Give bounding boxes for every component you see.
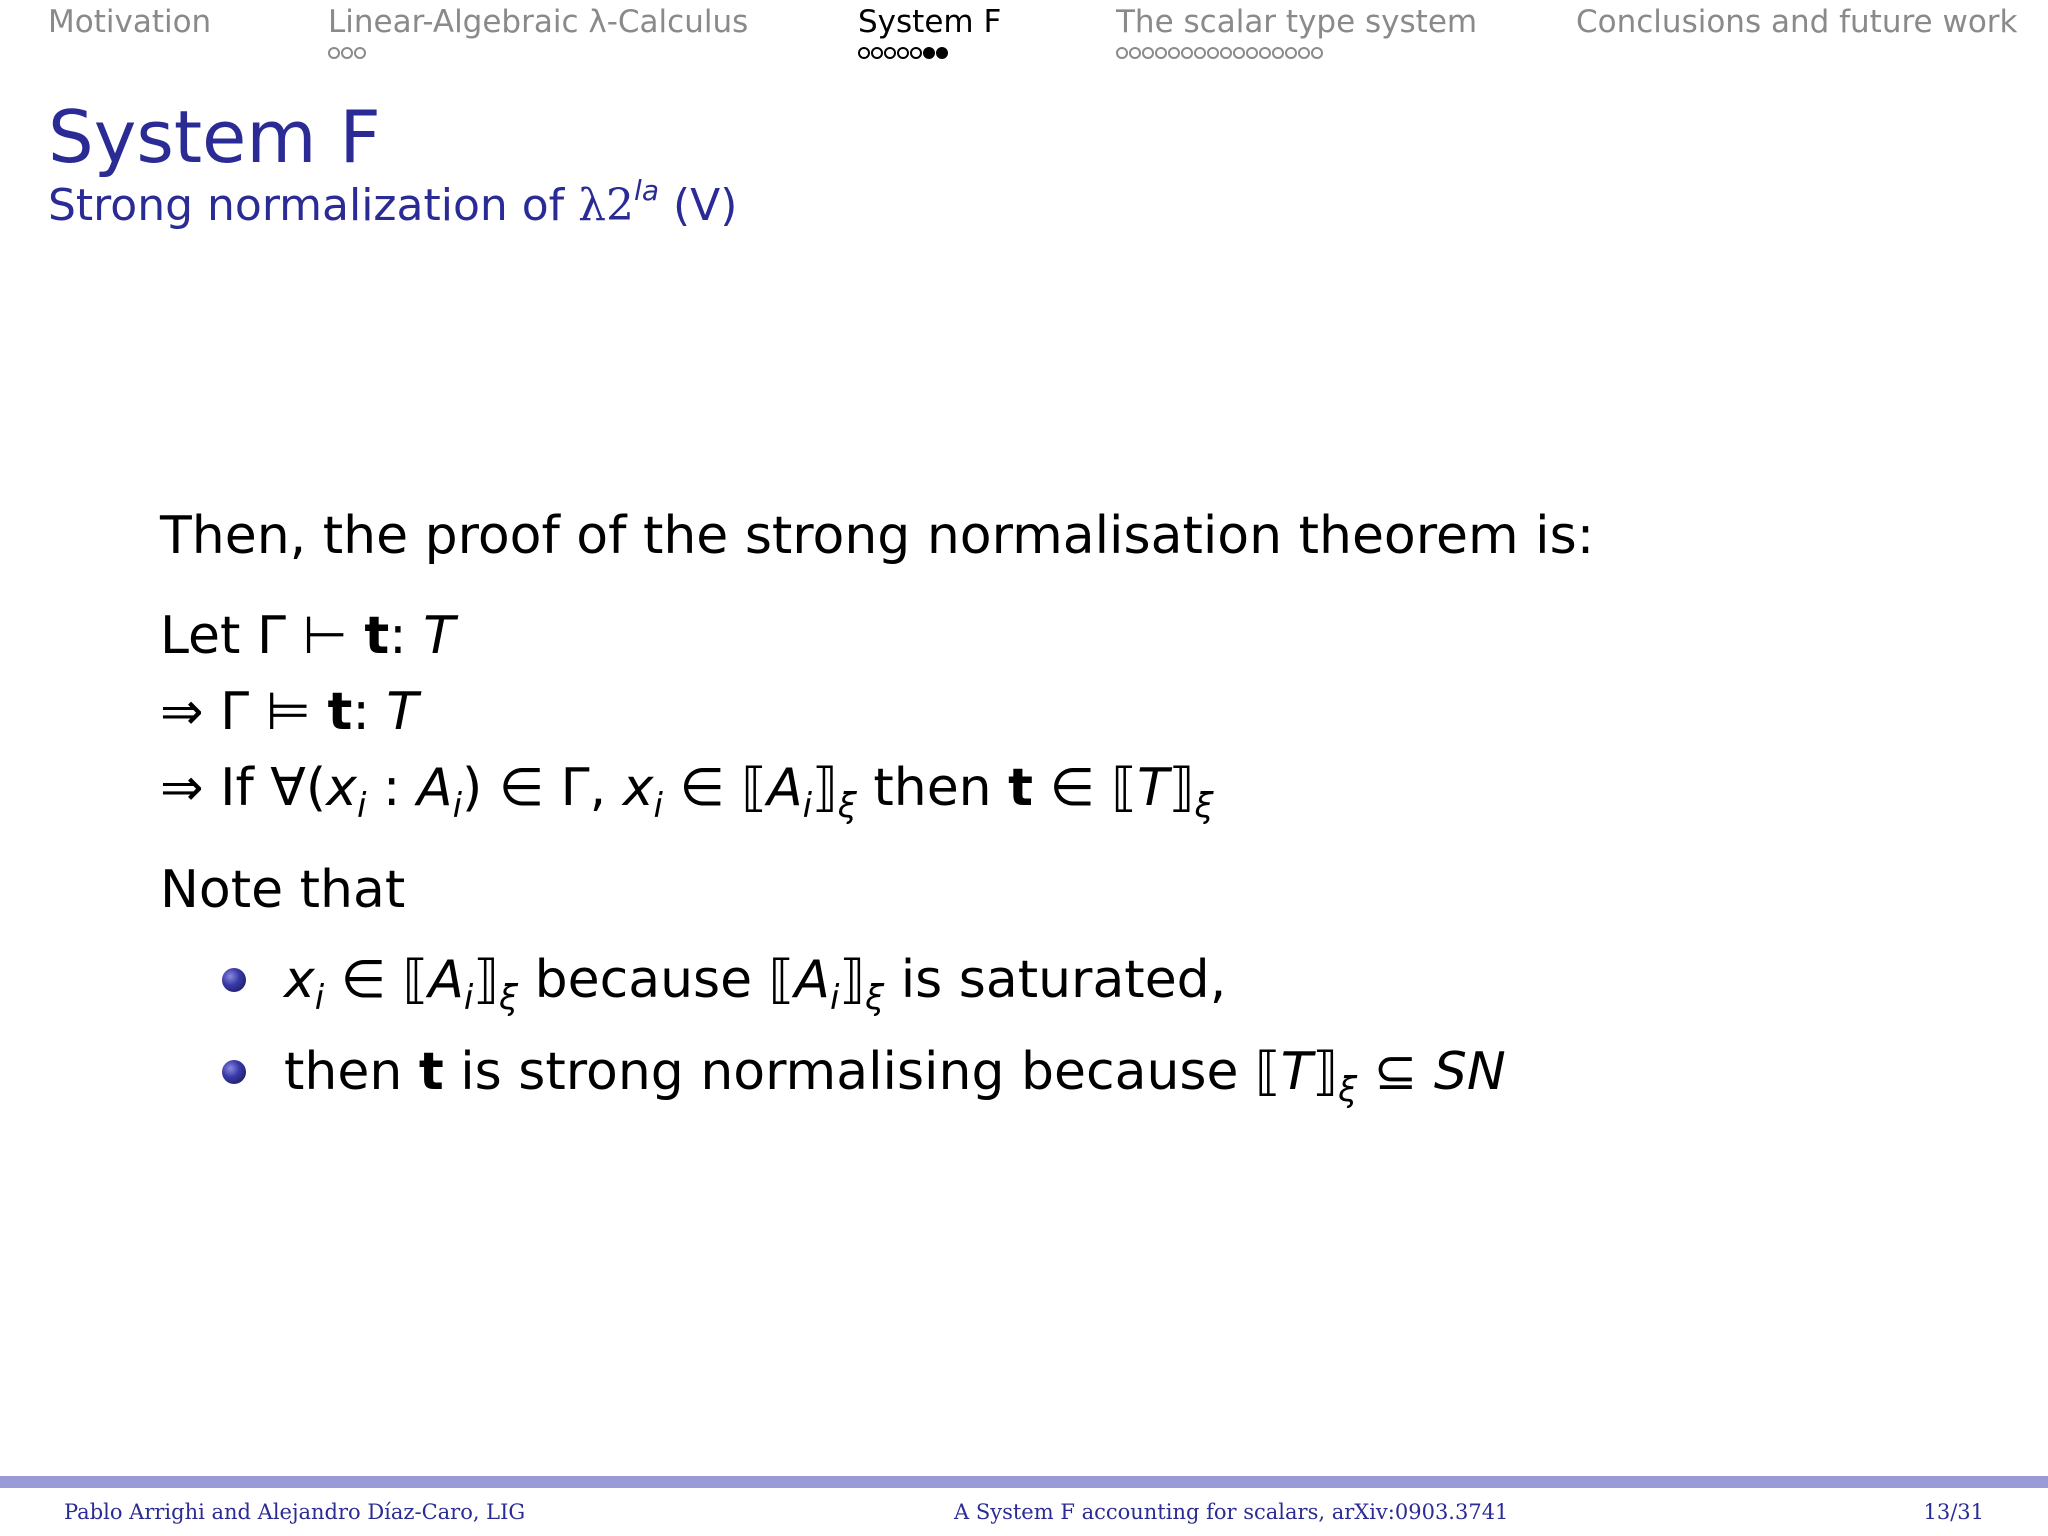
left-semantic-bracket: ⟦: [768, 950, 795, 1010]
proof-intro: Then, the proof of the strong normalisation theorem is:: [160, 506, 1595, 566]
sn-set: SN: [1433, 1042, 1506, 1102]
models-symbol: ⊨: [265, 682, 311, 742]
subtitle-suffix: (V): [658, 180, 738, 231]
nav-dot-icon[interactable]: [1233, 47, 1245, 59]
in-symbol: ∈: [498, 758, 545, 818]
nav-dot-icon[interactable]: [1194, 47, 1206, 59]
because-word: because: [534, 950, 753, 1010]
type-T: T: [423, 606, 455, 666]
nav-dot-icon[interactable]: [871, 47, 883, 59]
subscript-xi: ξ: [865, 978, 885, 1018]
then-word: then: [873, 758, 992, 818]
colon-symbol: :: [389, 606, 407, 666]
subscript-i: i: [463, 978, 474, 1018]
vdash-symbol: ⊢: [302, 606, 348, 666]
right-semantic-bracket: ⟧: [1168, 758, 1195, 818]
frame-title: System F: [48, 95, 381, 179]
colon-symbol: :: [382, 758, 401, 818]
nav-dot-icon[interactable]: [1155, 47, 1167, 59]
term-t: t: [327, 682, 353, 742]
subscript-xi: ξ: [1194, 786, 1214, 826]
left-semantic-bracket: ⟦: [402, 950, 429, 1010]
nav-dot-icon[interactable]: [1285, 47, 1297, 59]
type-A: A: [416, 758, 453, 818]
section-navigation: [0, 0, 2048, 80]
slide-body: [160, 498, 1960, 1118]
nav-section-conclusions[interactable]: [1576, 2, 2018, 42]
nav-dot-icon[interactable]: [1220, 47, 1232, 59]
nav-dots-scalar-type-system: [1116, 44, 1477, 62]
strong-normalising-text: is strong normalising because: [460, 1042, 1239, 1102]
subscript-xi: ξ: [499, 978, 519, 1018]
nav-dot-icon[interactable]: [1129, 47, 1141, 59]
bullet-strong-normalising: [222, 1026, 1960, 1118]
nav-title-scalar-type-system[interactable]: The scalar type system: [1116, 4, 1478, 40]
gamma-symbol: Γ: [560, 758, 590, 818]
nav-section-system-f[interactable]: [858, 2, 1001, 62]
left-semantic-bracket: ⟦: [1111, 758, 1138, 818]
comma: ,: [589, 758, 607, 818]
in-symbol: ∈: [340, 950, 387, 1010]
gamma-symbol: Γ: [220, 682, 250, 742]
nav-title-linear-algebraic[interactable]: Linear-Algebraic λ-Calculus: [328, 4, 749, 40]
nav-dot-icon[interactable]: [910, 47, 922, 59]
type-T: T: [1137, 758, 1169, 818]
subscript-i: i: [802, 786, 813, 826]
left-semantic-bracket: ⟦: [741, 758, 768, 818]
let-word: Let: [160, 606, 241, 666]
right-semantic-bracket: ⟧: [839, 950, 866, 1010]
saturated-text: is saturated,: [900, 950, 1227, 1010]
if-word: If: [220, 758, 254, 818]
var-x: x: [284, 950, 315, 1010]
frame-subtitle: [48, 174, 738, 234]
footer: [0, 1492, 2048, 1532]
nav-dot-icon[interactable]: [1311, 47, 1323, 59]
gamma-symbol: Γ: [256, 606, 286, 666]
nav-dot-icon[interactable]: [1116, 47, 1128, 59]
nav-title-system-f[interactable]: System F: [858, 4, 1002, 40]
close-paren: ): [462, 758, 483, 818]
proof-step-interpretation: [160, 750, 1960, 826]
subscript-i: i: [653, 786, 663, 826]
colon-symbol: :: [352, 682, 370, 742]
nav-section-motivation[interactable]: [48, 2, 211, 42]
term-t: t: [1008, 758, 1034, 818]
note-bullet-list: [160, 934, 1960, 1118]
right-semantic-bracket: ⟧: [473, 950, 500, 1010]
subscript-i: i: [829, 978, 840, 1018]
note-heading: Note that: [160, 860, 406, 920]
forall-symbol: ∀(: [270, 758, 327, 818]
subscript-i: i: [452, 786, 463, 826]
nav-dot-icon[interactable]: [1207, 47, 1219, 59]
left-semantic-bracket: ⟦: [1255, 1042, 1281, 1102]
var-x: x: [326, 758, 357, 818]
nav-dot-icon[interactable]: [341, 47, 353, 59]
nav-title-conclusions[interactable]: Conclusions and future work: [1576, 4, 2018, 40]
nav-title-motivation[interactable]: Motivation: [48, 4, 212, 40]
nav-dot-icon[interactable]: [858, 47, 870, 59]
subtitle-lambda: λ2: [578, 180, 635, 231]
bullet-ball-icon: [222, 1060, 246, 1084]
nav-dots-system-f: [858, 44, 1001, 62]
subtitle-superscript: la: [634, 174, 659, 207]
in-symbol: ∈: [679, 758, 725, 818]
subtitle-prefix: Strong normalization of: [48, 180, 579, 231]
nav-dots-linear-algebraic: [328, 44, 748, 62]
bullet-saturated: [222, 934, 1960, 1026]
nav-dot-icon[interactable]: [1181, 47, 1193, 59]
proof-step-models: [160, 674, 1960, 750]
nav-dot-icon[interactable]: [897, 47, 909, 59]
implies-symbol: ⇒: [160, 758, 204, 818]
nav-section-linear-algebraic[interactable]: [328, 2, 748, 62]
term-t: t: [364, 606, 390, 666]
footer-authors: Pablo Arrighi and Alejandro Díaz-Caro, LIG: [64, 1500, 526, 1524]
nav-dot-icon[interactable]: [1142, 47, 1154, 59]
nav-dot-icon[interactable]: [884, 47, 896, 59]
var-x: x: [622, 758, 654, 818]
nav-dot-icon[interactable]: [1298, 47, 1310, 59]
subscript-i: i: [356, 786, 367, 826]
type-A: A: [767, 758, 803, 818]
subscript-i: i: [314, 978, 325, 1018]
type-T: T: [1280, 1042, 1313, 1102]
type-A: A: [794, 950, 830, 1010]
subscript-xi: ξ: [1338, 1070, 1358, 1110]
nav-dot-icon[interactable]: [1259, 47, 1271, 59]
subscript-xi: ξ: [837, 786, 857, 826]
nav-dot-icon[interactable]: [923, 47, 935, 59]
right-semantic-bracket: ⟧: [812, 758, 838, 818]
footer-bar: [0, 1476, 2048, 1488]
term-t: t: [418, 1042, 444, 1102]
proof-step-let: [160, 598, 1960, 674]
nav-dot-icon[interactable]: [1168, 47, 1180, 59]
footer-title: A System F accounting for scalars, arXiv:0903.3741: [954, 1500, 1509, 1524]
in-symbol: ∈: [1049, 758, 1095, 818]
nav-dot-icon[interactable]: [1272, 47, 1284, 59]
nav-dot-icon[interactable]: [354, 47, 366, 59]
nav-dot-icon[interactable]: [1246, 47, 1258, 59]
nav-dot-icon[interactable]: [328, 47, 340, 59]
right-semantic-bracket: ⟧: [1312, 1042, 1339, 1102]
implies-symbol: ⇒: [160, 682, 204, 742]
type-A: A: [428, 950, 464, 1010]
type-T: T: [386, 682, 419, 742]
subseteq-symbol: ⊆: [1373, 1042, 1418, 1102]
footer-page-number: 13/31: [1923, 1500, 1984, 1524]
nav-section-scalar-type-system[interactable]: [1116, 2, 1477, 62]
then-word: then: [284, 1042, 403, 1102]
bullet-ball-icon: [222, 968, 246, 992]
nav-dot-icon[interactable]: [936, 47, 948, 59]
